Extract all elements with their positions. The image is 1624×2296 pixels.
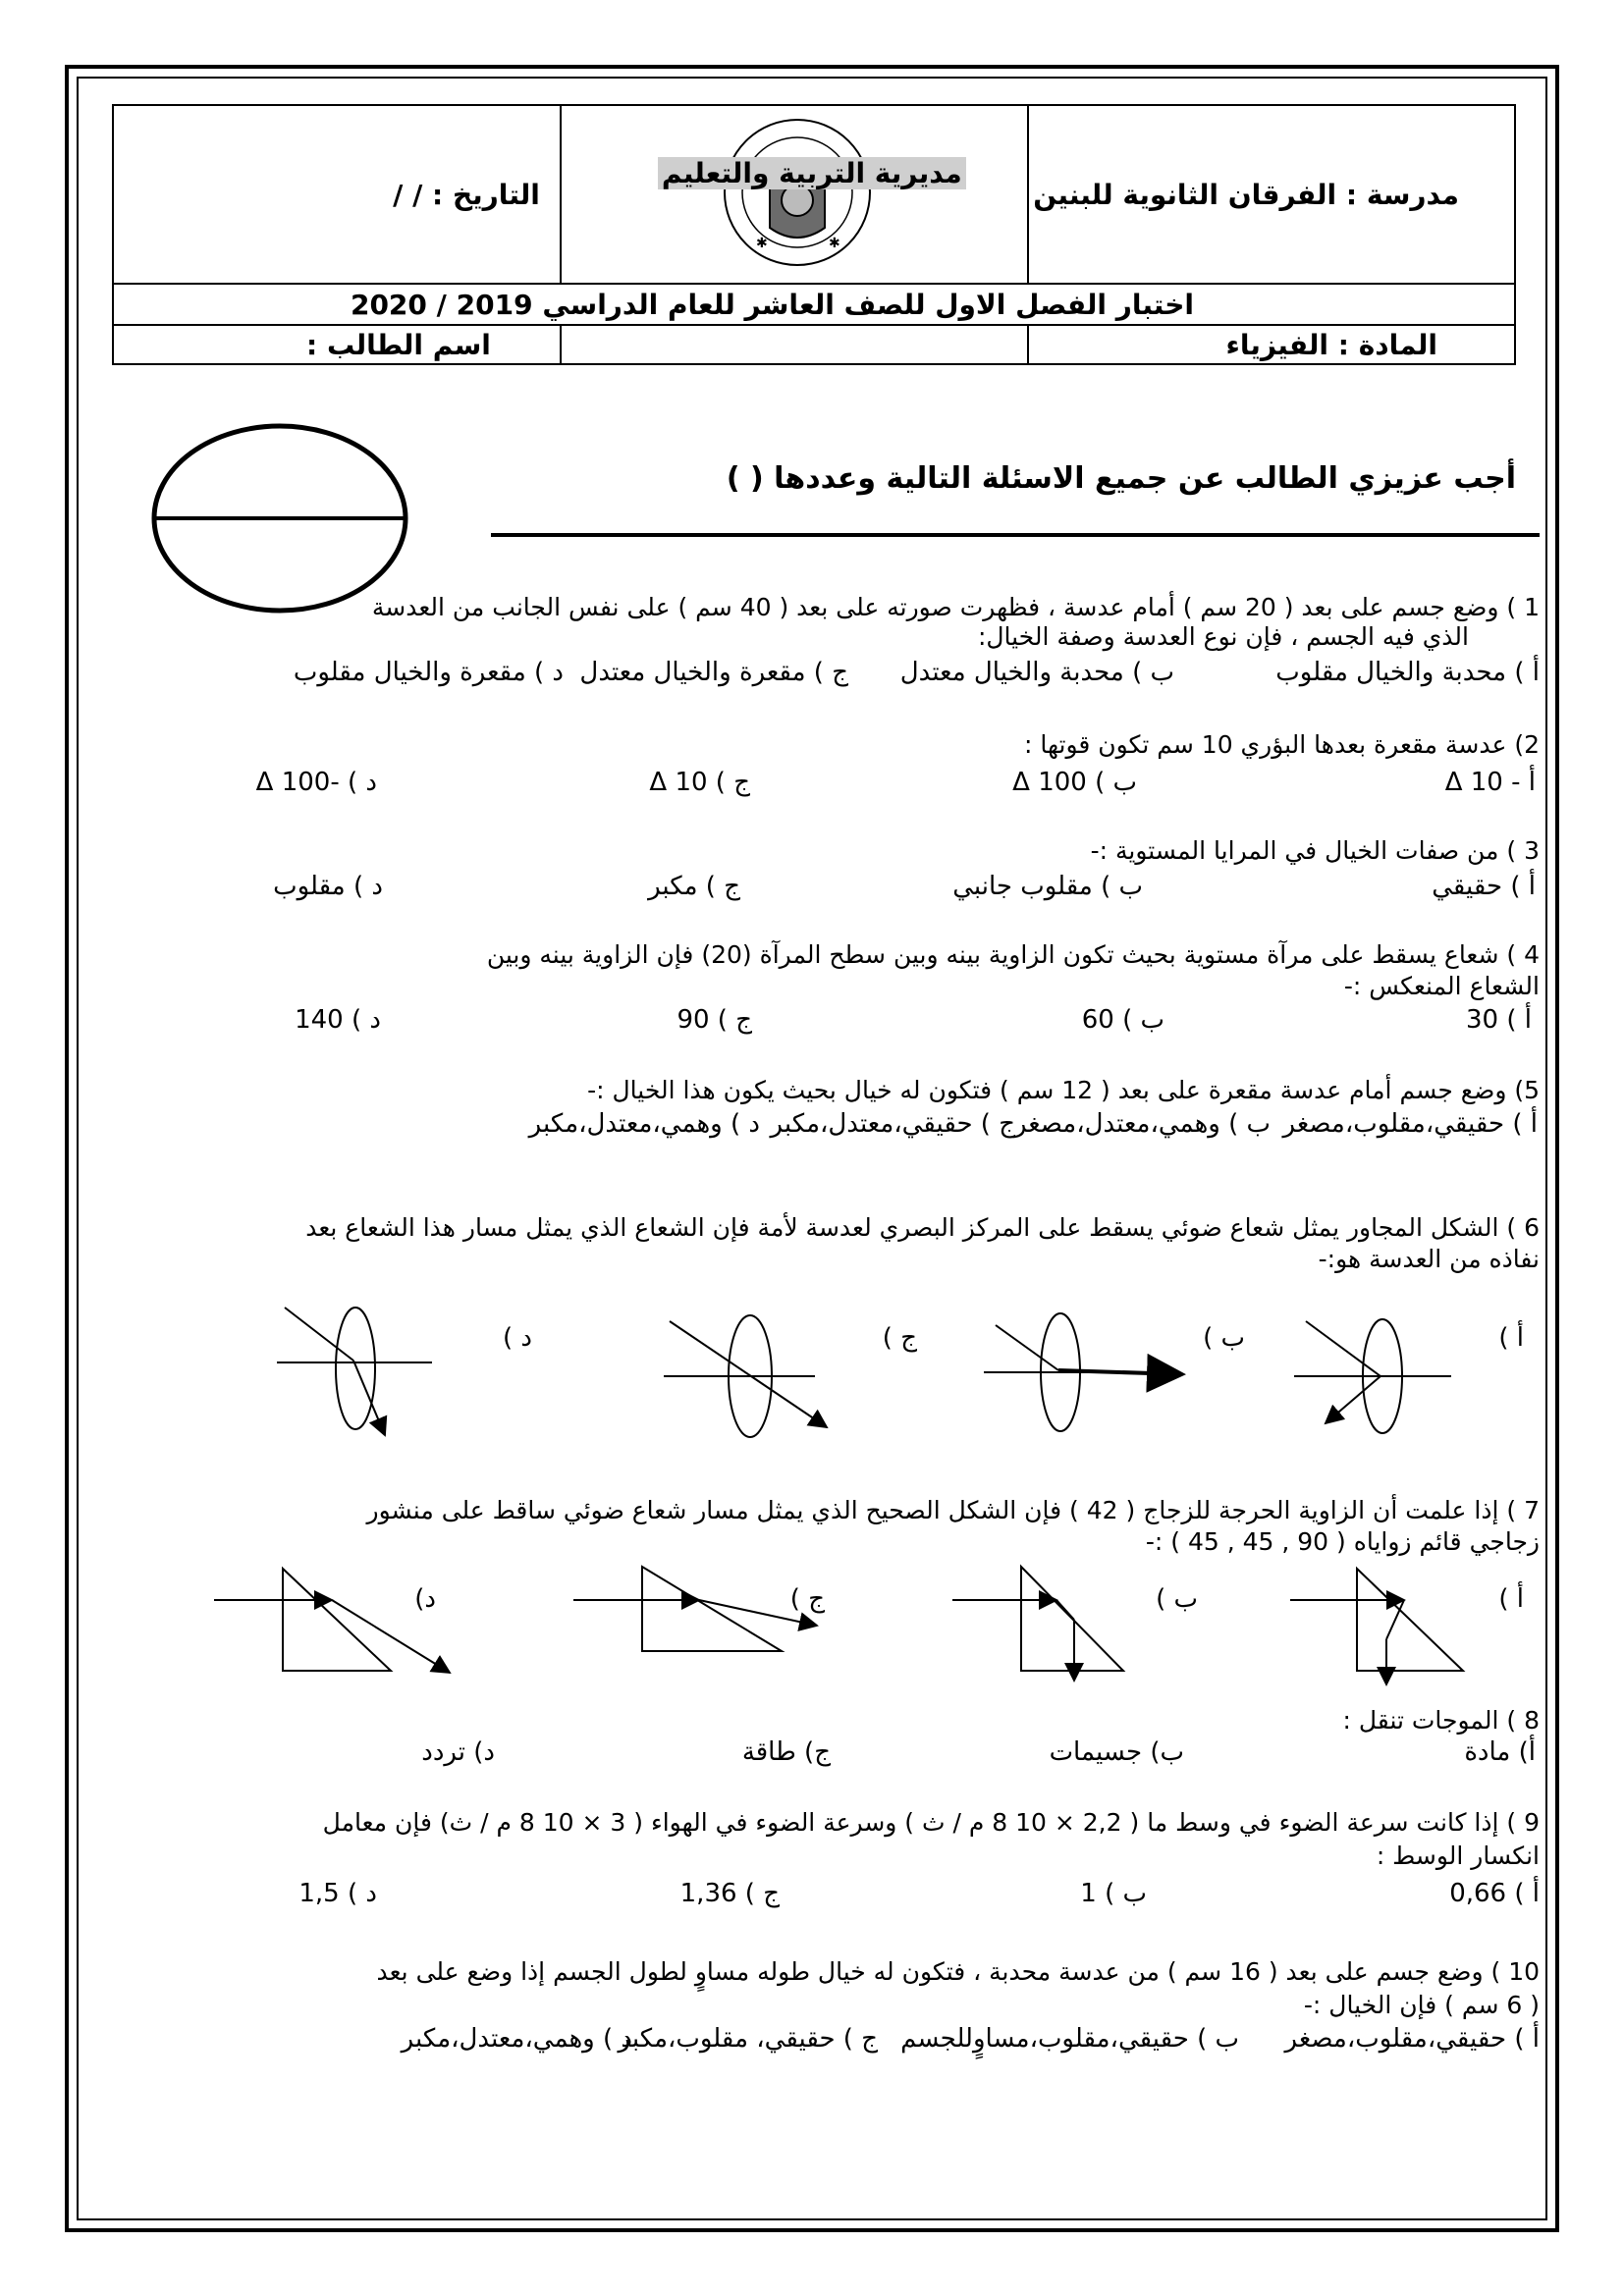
question-3-option-a[interactable]: أ ) حقيقي	[1432, 872, 1536, 901]
question-5-option-a[interactable]: أ ) حقيقي،مقلوب،مصغر	[1282, 1109, 1538, 1139]
exam-title: اختبار الفصل الاول للصف العاشر للعام الدراسي 2019 / 2020	[350, 288, 1194, 321]
question-2-option-d[interactable]: د ) -100 Δ	[255, 768, 377, 797]
question-9-text: 9 ) إذا كانت سرعة الضوء في وسط ما ( 2,2 × 10 8 م / ث ) وسرعة الضوء في الهواء ( 3 × 10 8 م / ث) فإن معامل	[322, 1808, 1540, 1837]
question-10-text: 10 ) وضع جسم على بعد ( 16 سم ) من عدسة محدبة ، فتكون له خيال طوله مساوٍ لطول الجسم إذا وضع على بعد	[376, 1957, 1540, 1986]
question-9-option-a[interactable]: أ ) 0,66	[1449, 1879, 1540, 1908]
question-5-option-c[interactable]: ج ) حقيقي،معتدل،مكبر	[770, 1109, 1015, 1139]
question-1-option-b[interactable]: ب ) محدبة والخيال معتدل	[899, 658, 1174, 687]
question-1-text: 1 ) وضع جسم على بعد ( 20 سم ) أمام عدسة ، فظهرت صورته على بعد ( 40 سم ) على نفس الجانب من العدسة	[371, 593, 1540, 621]
lens-diagram-option-b[interactable]	[984, 1313, 1182, 1431]
question-10-option-b[interactable]: ب ) حقيقي،مقلوب،مساوٍللجسم	[900, 2024, 1239, 2054]
prism-diagram-option-b[interactable]	[952, 1567, 1123, 1681]
question-2-option-c[interactable]: ج ) 10 Δ	[649, 768, 750, 797]
question-6-option-a[interactable]: أ )	[1498, 1323, 1524, 1353]
lens-diagram-option-c[interactable]	[664, 1315, 827, 1437]
question-3-option-b[interactable]: ب ) مقلوب جانبي	[952, 872, 1143, 901]
school-name: مدرسة : الفرقان الثانوية للبنين	[1033, 178, 1459, 211]
question-6-text: نفاذه من العدسة هو:-	[1318, 1245, 1540, 1273]
question-6-text: 6 ) الشكل المجاور يمثل شعاع ضوئي يسقط على المركز البصري لعدسة لأمة فإن الشعاع الذي يمثل مسار هذا الشعاع بعد	[305, 1213, 1540, 1242]
question-4-option-b[interactable]: ب ) 60	[1081, 1005, 1164, 1035]
date-label: التاريخ : / /	[393, 178, 540, 211]
question-8-option-c[interactable]: ج) طاقة	[741, 1737, 831, 1767]
question-3-option-d[interactable]: د ) مقلوب	[273, 872, 383, 901]
question-8-option-a[interactable]: أ) مادة	[1464, 1737, 1536, 1767]
question-8-text: 8 ) الموجات تنقل :	[1342, 1706, 1540, 1735]
question-9-option-c[interactable]: ج ) 1,36	[679, 1879, 780, 1908]
question-4-option-c[interactable]: ج ) 90	[677, 1005, 752, 1035]
prism-diagram-option-a[interactable]	[1290, 1569, 1463, 1684]
question-5-option-d[interactable]: د ) وهمي،معتدل،مكبر	[528, 1109, 760, 1139]
question-1-text: الذي فيه الجسم ، فإن نوع العدسة وصفة الخيال:	[977, 622, 1469, 651]
question-1-option-c[interactable]: ج ) مقعرة والخيال معتدل	[579, 658, 848, 687]
question-3-text: 3 ) من صفات الخيال في المرايا المستوية :-	[1090, 836, 1540, 865]
subject-label: المادة : الفيزياء	[1225, 328, 1437, 361]
lens-diagram-option-d[interactable]	[277, 1308, 432, 1435]
question-2-option-a[interactable]: أ - 10 Δ	[1444, 768, 1536, 797]
question-5-text: 5) وضع جسم أمام عدسة مقعرة على بعد ( 12 سم ) فتكون له خيال بحيث يكون هذا الخيال :-	[587, 1076, 1540, 1104]
question-7-text: 7 ) إذا علمت أن الزاوية الحرجة للزجاج ( 42 ) فإن الشكل الصحيح الذي يمثل مسار شعاع ضوئي ساقط على منشور	[366, 1496, 1540, 1524]
question-7-option-b[interactable]: ب )	[1156, 1584, 1198, 1614]
directorate-label: مديرية التربية والتعليم	[658, 157, 966, 189]
question-1-option-d[interactable]: د ) مقعرة والخيال مقلوب	[293, 658, 564, 687]
question-8-option-d[interactable]: د) تردد	[421, 1737, 495, 1767]
question-6-option-c[interactable]: ج )	[882, 1323, 917, 1353]
instruction-text: أجب عزيزي الطالب عن جميع الاسئلة التالية وعددها ( )	[726, 461, 1516, 496]
question-2-option-b[interactable]: ب ) 100 Δ	[1012, 768, 1137, 797]
question-4-text: الشعاع المنعكس :-	[1343, 972, 1540, 1000]
svg-text:✱: ✱	[755, 236, 768, 251]
question-7-text: زجاجي قائم زواياه ( 90 , 45 , 45 ) :-	[1145, 1527, 1540, 1556]
prism-diagram-option-c[interactable]	[573, 1567, 817, 1651]
question-10-text: ( 6 سم ) فإن الخيال :-	[1303, 1991, 1540, 2019]
question-9-text: انكسار الوسط :	[1376, 1842, 1540, 1870]
lens-diagram-option-a[interactable]	[1294, 1319, 1451, 1433]
student-name-label: اسم الطالب :	[306, 328, 491, 361]
question-10-option-c[interactable]: ج ) حقيقي، مقلوب،مكبر	[618, 2024, 878, 2054]
question-3-option-c[interactable]: ج ) مكبر	[648, 872, 740, 901]
question-7-option-c[interactable]: ج )	[789, 1584, 825, 1614]
question-9-option-b[interactable]: ب ) 1	[1080, 1879, 1147, 1908]
question-6-option-b[interactable]: ب )	[1203, 1323, 1245, 1353]
question-4-text: 4 ) شعاع يسقط على مرآة مستوية بحيث تكون الزاوية بينه وبين سطح المرآة (20) فإن الزاوية بينه وبين	[486, 940, 1540, 969]
question-5-option-b[interactable]: ب ) وهمي،معتدل،مصغر	[1013, 1109, 1271, 1139]
question-10-option-d[interactable]: د ) وهمي،معتدل،مكبر	[401, 2024, 632, 2054]
question-7-option-d[interactable]: د)	[414, 1584, 436, 1614]
question-6-option-d[interactable]: د )	[503, 1323, 532, 1353]
question-7-option-a[interactable]: أ )	[1498, 1584, 1524, 1614]
question-4-option-a[interactable]: أ ) 30	[1466, 1005, 1532, 1035]
svg-text:✱: ✱	[828, 236, 840, 251]
question-8-option-b[interactable]: ب) جسيمات	[1049, 1737, 1184, 1767]
question-1-option-a[interactable]: أ ) محدبة والخيال مقلوب	[1275, 658, 1540, 687]
question-9-option-d[interactable]: د ) 1,5	[298, 1879, 377, 1908]
question-10-option-a[interactable]: أ ) حقيقي،مقلوب،مصغر	[1284, 2024, 1540, 2054]
question-4-option-d[interactable]: د ) 140	[295, 1005, 381, 1035]
question-2-text: 2) عدسة مقعرة بعدها البؤري 10 سم تكون قوتها :	[1023, 730, 1540, 759]
